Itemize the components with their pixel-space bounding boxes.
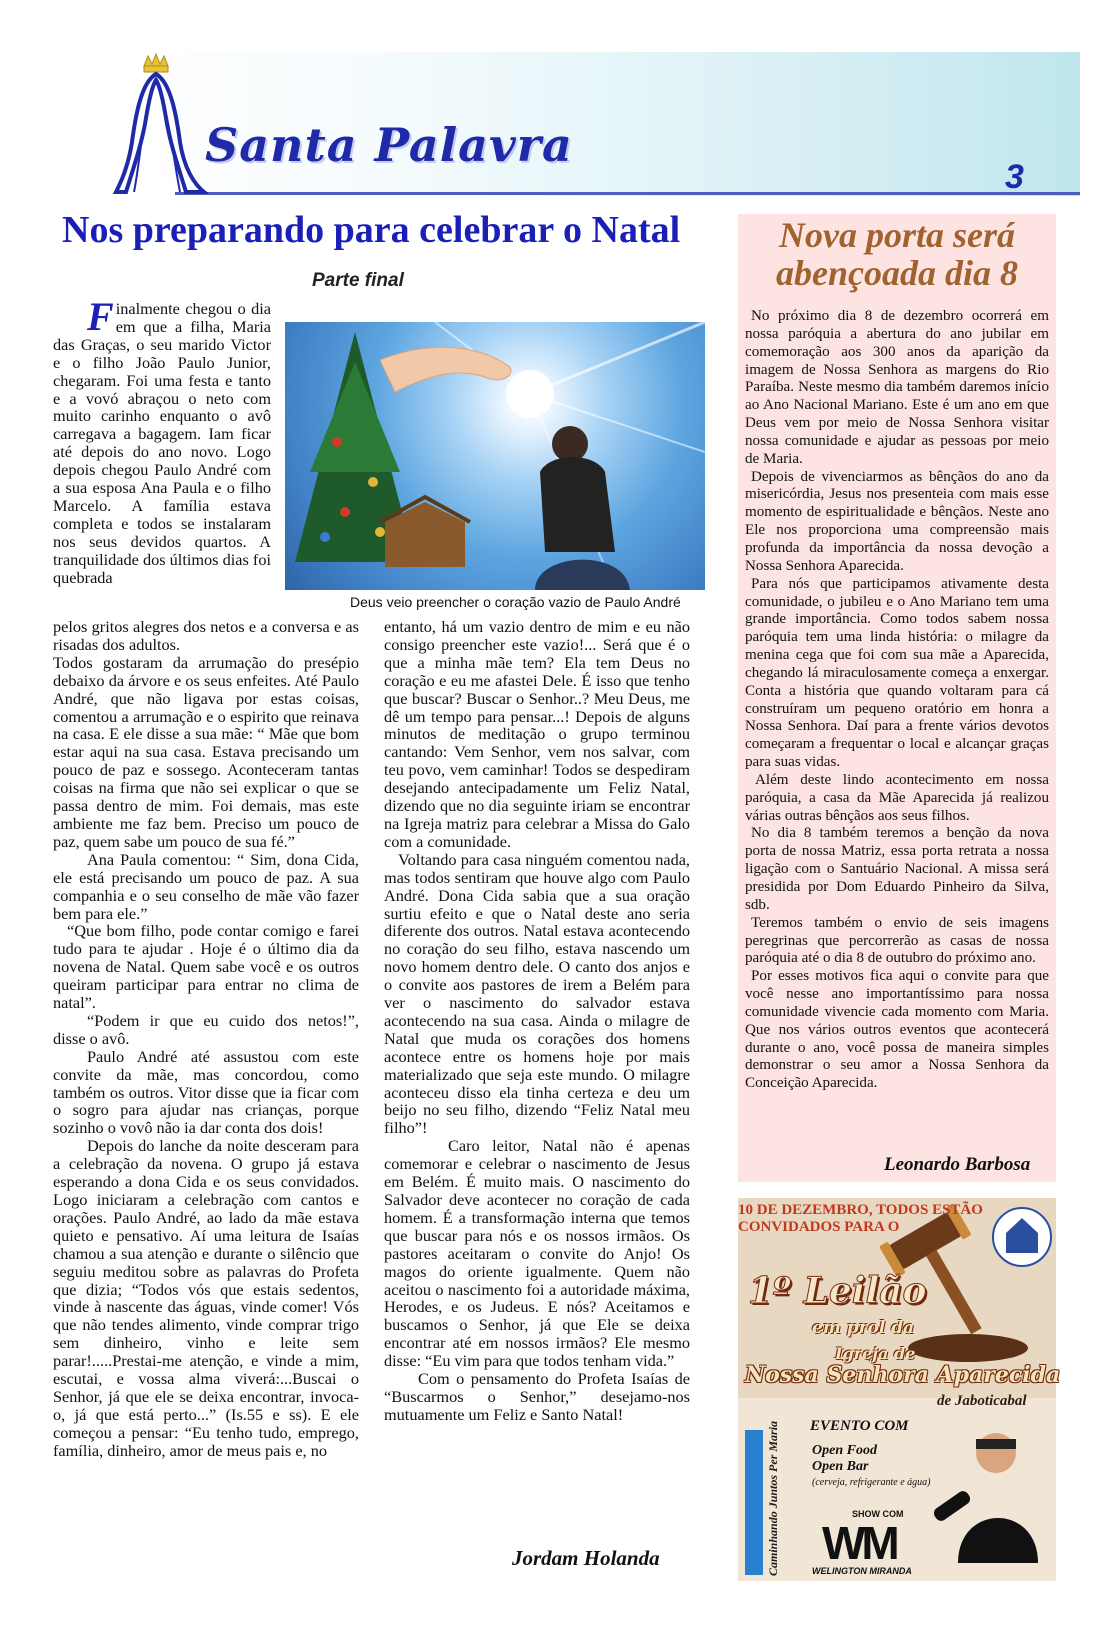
virgin-mary-logo-icon [112,52,208,196]
page-number: 3 [1005,158,1024,196]
article-column-1 [53,618,359,1460]
ad-vertical-text: Caminhando Juntos Per Maria [766,1420,780,1576]
paragraph: Caro leitor, Natal não é apenas comemorar e celebrar o nascimento de Jesus em Belém. É muito mais. O nascimento do Salvador deve acontecer no coração de cada homem. É a transformação interna que temos que buscar para nós e os nossos irmãos. Os pastores aceitaram o convite do Anjo! Os magos do oriente igualmente. Quem não aceitou o nascimento foi a autoridade máxima, Herodes, e os Judeus. E nós? Aceitamos e buscamos o Senhor, já que Ele se deixa encontrar até em nossos irmãos? Ele mesmo disse: “Eu vim para que todos tenham vida.” [384,1136,690,1371]
paragraph: Todos gostaram da arrumação do presépio debaixo da árvore e os seus enfeites. Até Paulo André, que não ligava por estas coisas, comentou a arrumação e o espirito que reinava na casa. E ele disse a sua mãe: “ Mãe que bom estar aqui na sua casa. Estava precisando um pouco de paz e sossego. Aconteceram tantas coisas na firma que não sei explicar o que se passa dentro de mim. Foi demais, mas este ambiente me faz bem. Preciso um pouco de paz, quem sabe um pouco de sua fé.” [53,652,359,851]
paragraph: Voltando para casa ninguém comentou nada, mas todos sentiram que houve algo com Paulo André. Dona Cida sabia que a sua oração surtiu efeito e que o Natal deste ano seria diferente dos outros. Natal estava acontecendo no coração do seu filho, estava nascendo um novo homem dentro dele. O canto dos anjos e o convite aos pastores de irem a Belém para ver o nascimento do salvador estava acontecendo na sua casa. Ainda o milagre de Natal que muda os corações dos homens acontece entre os homens hoje por mais materializado que seja este mundo. O milagre aconteceu disso ela tinha certeza e deu um beijo no seu filho, dizendo “Feliz Natal meu filho”! [384,849,690,1138]
ad-em-prol: em prol da [812,1318,915,1338]
article-photo [285,322,705,590]
auction-ad-graphics [738,1198,1056,1581]
article-column-2 [384,618,690,1424]
ad-headline: 10 DE DEZEMBRO, TODOS ESTÃO CONVIDADOS PARA O [738,1202,983,1235]
drop-cap: F [87,294,114,339]
paragraph: “Que bom filho, pode contar comigo e farei tudo para te ajudar . Hoje é o último dia da novena de Natal. Quem sabe você e os outros queiram participar para entrar no clima de natal”. [53,921,359,1013]
paragraph: Depois do lanche da noite desceram para a celebração da novena. O grupo já estava esperando a dona Cida e os seus convidados. Logo iniciaram a celebração com cantos e orações. Paulo André, ao lado da mãe estava quieto e pensativo. Aí uma leitura de Isaías chamou a sua atenção e durante o silêncio que seguiu meditou sobre as palavras do Profeta que dizia; “Todos vós que estais sedentos, vinde à nascente das águas, vinde comer! Vós que não tendes alimento, vinde comprar trigo sem dinheiro, vinho e leite sem parar!.....Prestai-me atenção, e vinde a mim, escutai, e vossa alma viverá:...Buscai o Senhor, já que ele se deixa encontrar, invoca-o, já que está perto...” (Is.55 e ss). E ele começou a pensar: “Eu tenho tudo, emprego, família, dinheiro, amor de meus pais e, no [53,1136,359,1460]
paragraph: Com o pensamento do Profeta Isaías de “Buscarmos o Senhor,” desejamo-nos mutuamente um Feliz e Santo Natal! [384,1369,690,1424]
paragraph: Ana Paula comentou: “ Sim, dona Cida, ele está precisando um pouco de paz. A sua companhia e o seu conselho de mãe vão fazer bem para ele.” [53,849,359,923]
ad-singer-name: WELINGTON MIRANDA [812,1566,912,1576]
article-title: Nos preparando para celebrar o Natal [62,209,681,251]
paragraph: entanto, há um vazio dentro de mim e eu não consigo preencher este vazio!... Será que é o que a minha mãe tem? Ela tem Deus no coração e eu me afastei Dele. É isso que tenho que buscar? Buscar o Senhor..? Meu Deus, me dê um tempo para pensar...! Depois de alguns minutos de meditação o grupo terminou cantando: Vem Senhor, vem nos salvar, com teu povo, vem caminhar! Todos se despediram desejando antecipadamente um Feliz Natal, dizendo que no dia seguinte iriam se encontrar na Igreja matriz para celebrar a Missa do Galo com a comunidade. [384,617,690,851]
paragraph: pelos gritos alegres dos netos e a conversa e as risadas dos adultos. [53,617,359,654]
sidebar-title: Nova porta será abençoada dia 8 [776,215,1018,293]
article-column-1-intro [53,294,271,587]
sidebar-author: Leonardo Barbosa [884,1154,1031,1175]
header-rule [175,192,1080,195]
paragraph: Por esses motivos fica aqui o convite para que você nesse ano importantíssimo para nossa comunidade vivencie cada momento com Maria. Que nos vários outros eventos que acontecerá durante o ano, você possa de maneira simples demonstrar o seu amor a Nossa Senhora da Conceição Aparecida. [745,968,1049,1092]
photo-caption: Deus veio preencher o coração vazio de Paulo André [350,594,681,610]
ad-vertical-stripe [745,1430,763,1575]
article-author: Jordam Holanda [512,1546,660,1570]
ad-open-bar: Open Bar [812,1459,869,1474]
christmas-scene-illustration [285,322,705,590]
paragraph: No dia 8 também teremos a benção da nova porta de nossa Matriz, essa porta retrata a nossa ligação com o Santuário Nacional. A missa será presidida por Dom Eduardo Pinheiro da Silva, sdb. [745,825,1049,913]
ad-church-name: Nossa Senhora Aparecida [745,1362,1061,1388]
ad-wm-logo: WM [822,1517,896,1569]
ad-show-label: SHOW COM [852,1509,904,1519]
ad-evento: EVENTO COM [810,1418,909,1434]
paragraph: Além deste lindo acontecimento em nossa paróquia, a casa da Mãe Aparecida já realizou várias outras bênçãos aos seus filhos. [745,771,1049,824]
paragraph: No próximo dia 8 de dezembro ocorrerá em nossa paróquia a abertura do ano jubilar em comemoração aos 300 anos da aparição da imagem de Nossa Senhora as margens do Rio Paraíba. Neste mesmo dia também daremos início ao Ano Nacional Mariano. Este é um ano em que Deus vem por meio de Nossa Senhora visitar nossa comunidade e ajudar as pessoas por meio de Maria. [745,308,1049,467]
masthead-logo-text: Santa Palavra [205,118,573,172]
ad-leilao-title: 1º Leilão [748,1270,927,1312]
paragraph: Paulo André até assustou com este convite da mãe, mas concordou, como também os outros. Vitor disse que ia ficar com o sogro para ajudar nas crianças, porque sozinho o vovô não ia dar conta dos dois! [53,1046,359,1138]
ad-drinks-note: (cerveja, refrigerante e água) [812,1477,931,1488]
ad-igreja: Igreja de [835,1344,916,1363]
paragraph: Teremos também o envio de seis imagens peregrinas que percorrerão as casas de nossa paróquia até o dia 8 de outubro do próximo ano. [745,914,1049,967]
paragraph: Para nós que participamos ativamente desta comunidade, o jubileu e o Ano Mariano tem uma grande importância. Como todos sabem nossa paróquia tem uma linda história: o milagre da menina cega que foi com sua mãe a Aparecida, chegando lá miraculosamente começa a enxergar. Conta a história que quando voltaram para cá construíram um pequeno oratório em honra a Nossa Senhora. Daí para a frente vários devotos começaram a frequentar o local e alcançar graças para suas vidas. [745,575,1049,771]
paragraph: Depois de vivenciarmos as bênçãos do ano da misericórdia, Jesus nos presenteia com mais esse momento de espiritualidade e bênçãos. Neste ano Ele nos proporciona uma compreensão mais profunda da importância da nossa devoção a Nossa Senhora Aparecida. [745,468,1049,574]
ad-open-food: Open Food [812,1443,877,1458]
ad-city: de Jaboticabal [937,1393,1027,1409]
auction-advertisement [738,1198,1056,1581]
article-subtitle: Parte final [312,270,404,291]
paragraph: “Podem ir que eu cuido dos netos!”, disse o avô. [53,1010,359,1048]
intro-text: inalmente chegou o dia em que a filha, Maria das Graças, o seu marido Victor e o filho João Paulo Junior, chegaram. Foi uma festa e tanto e a vovó abraçou o neto com muito carinho enquanto o avô carregava a bagagem. Iam ficar até depois do ano novo. Logo depois chegou Paulo André com a sua esposa Ana Paula e o filho Marcelo. A família estava completa e todos se instalaram nos seus devidos quartos. A tranquilidade dos últimos dias foi quebrada [53,299,271,587]
sidebar-body [745,308,1049,1093]
